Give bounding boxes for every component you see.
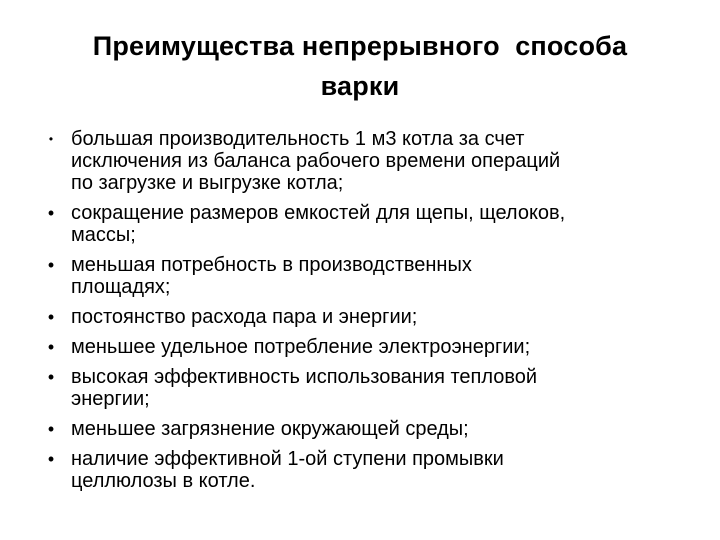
list-item <box>44 336 694 358</box>
bullet-text: сокращение размеров емкостей для щепы, щелоков, массы; <box>71 202 566 246</box>
list-item <box>44 202 694 246</box>
bullet-text: меньшая потребность в производственных площадях; <box>71 254 472 298</box>
bullet-icon: • <box>47 307 55 327</box>
slide-title-line-1: Преимущества непрерывного способа <box>92 31 628 61</box>
bullet-icon: • <box>47 255 55 275</box>
slide-title <box>30 26 690 106</box>
bullet-text: наличие эффективной 1-ой ступени промывки целлюлозы в котле. <box>71 448 504 492</box>
bullet-text: меньшее загрязнение окружающей среды; <box>71 418 469 440</box>
list-item <box>44 448 694 492</box>
list-item <box>44 128 694 194</box>
bullet-icon: • <box>47 419 55 439</box>
bullet-icon: • <box>47 449 55 469</box>
list-item <box>44 306 694 328</box>
bullet-icon: • <box>47 367 55 387</box>
bullet-text: меньшее удельное потребление электроэнергии; <box>71 336 531 358</box>
slide-title-line-2: варки <box>320 71 400 101</box>
bullet-text: высокая эффективность использования тепловой энергии; <box>71 366 538 410</box>
bullet-icon: • <box>47 337 55 357</box>
bullet-icon: • <box>47 203 55 223</box>
list-item <box>44 366 694 410</box>
bullet-text: большая производительность 1 м3 котла за счет исключения из баланса рабочего времени операций по загрузке и выгрузке котла; <box>71 128 561 194</box>
bullet-list <box>44 128 694 500</box>
bullet-text: постоянство расхода пара и энергии; <box>71 306 418 328</box>
list-item <box>44 254 694 298</box>
bullet-icon: • <box>48 132 54 146</box>
list-item <box>44 418 694 440</box>
